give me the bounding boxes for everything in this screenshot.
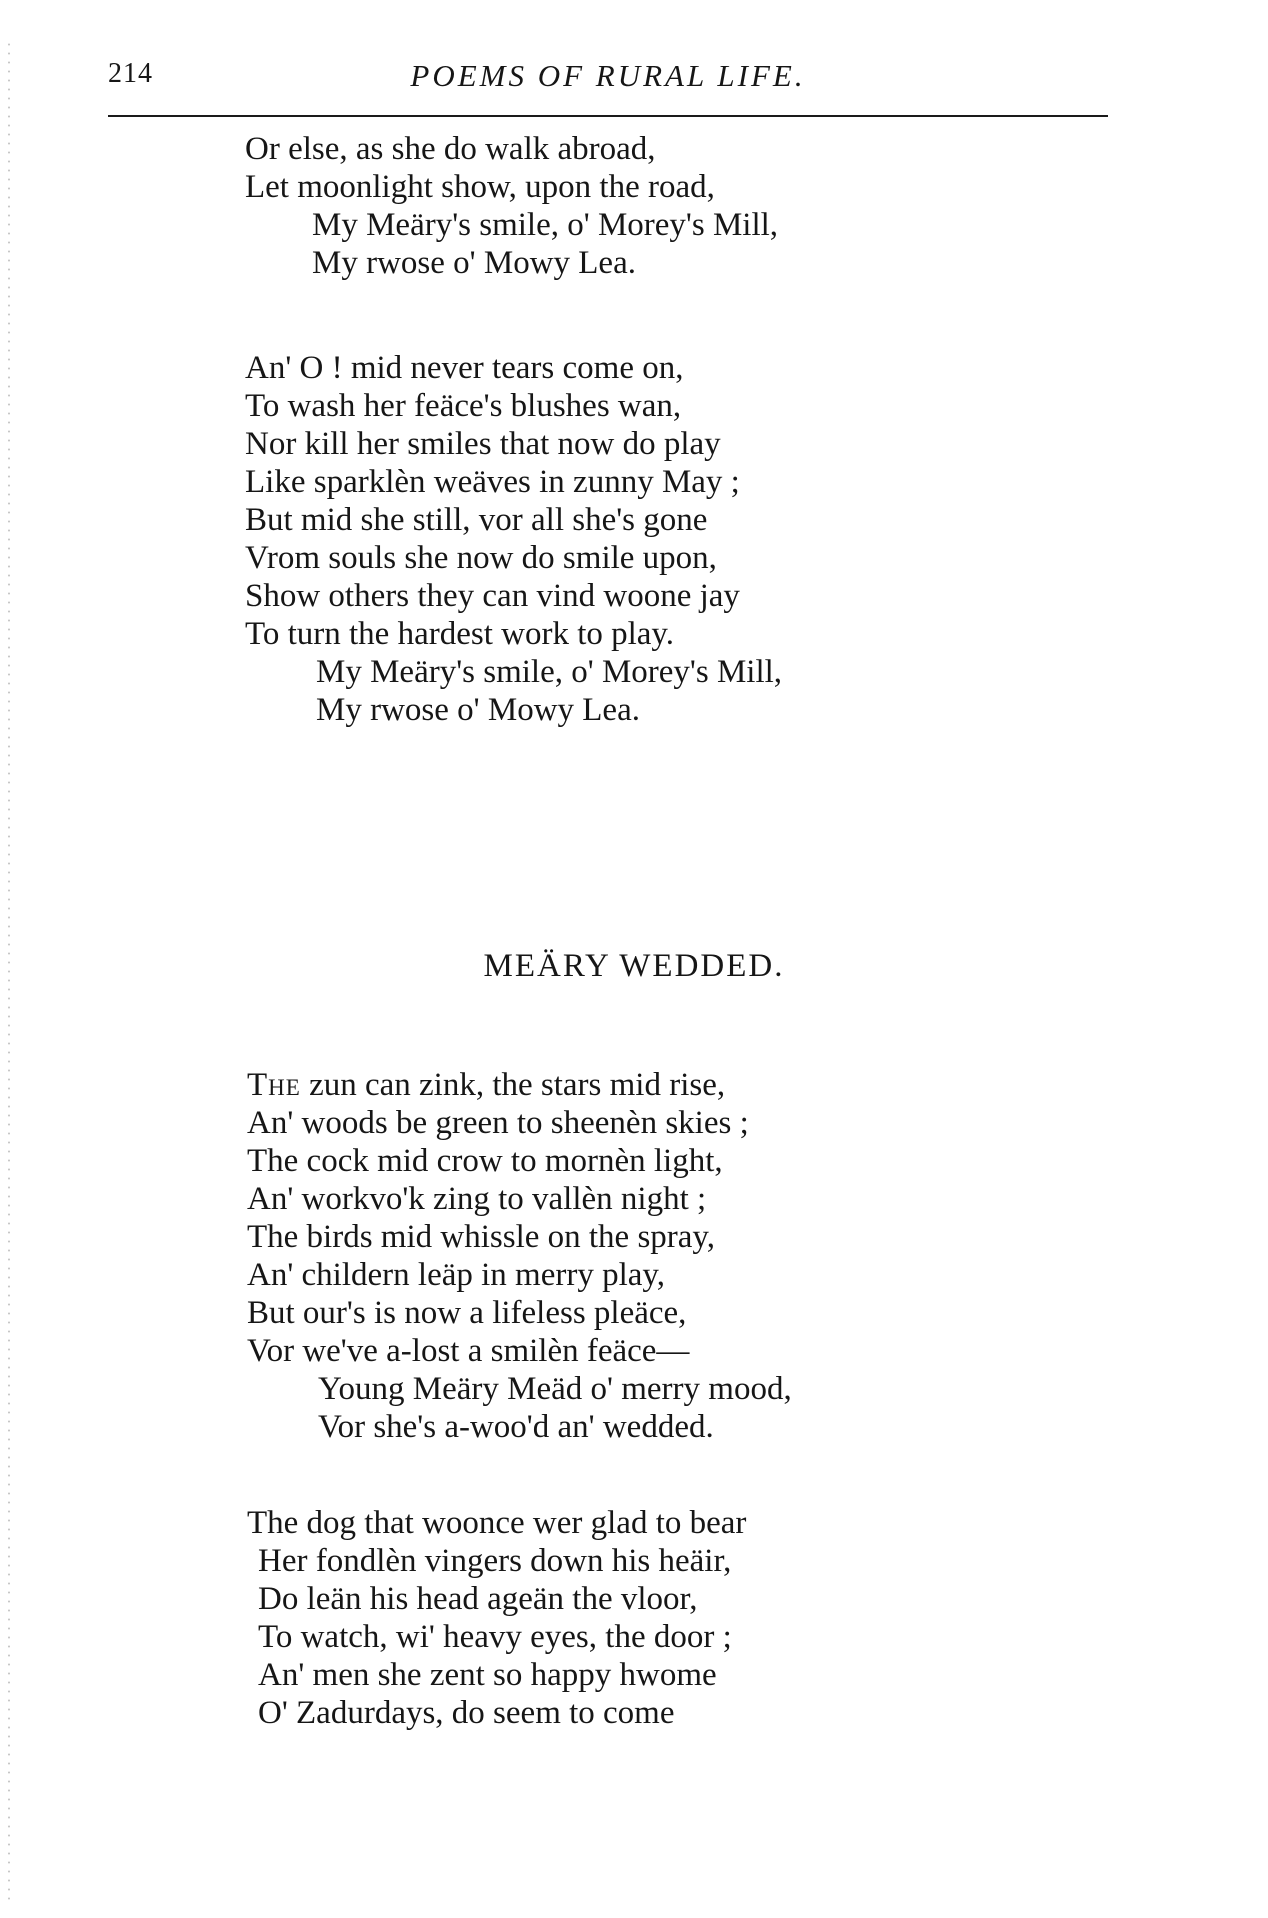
poem-first-line — [247, 1065, 725, 1105]
opening-word: The — [247, 1067, 301, 1103]
poem-title: MEÄRY WEDDED. — [483, 948, 785, 984]
poem-refrain-line: My rwose o' Mowy Lea. — [312, 245, 636, 281]
poem-line: Show others they can vind woone jay — [245, 578, 740, 614]
poem-line: An' workvo'k zing to vallèn night ; — [247, 1181, 707, 1217]
poem-refrain-line: Vor she's a-woo'd an' wedded. — [318, 1409, 714, 1445]
poem-line: Do leän his head ageän the vloor, — [258, 1581, 698, 1617]
poem-line: Let moonlight show, upon the road, — [245, 169, 715, 205]
poem-line: Like sparklèn weäves in zunny May ; — [245, 464, 740, 500]
poem-refrain-line: My Meäry's smile, o' Morey's Mill, — [316, 654, 783, 690]
page-number: 214 — [108, 58, 153, 89]
poem-line: The cock mid crow to mornèn light, — [247, 1143, 723, 1179]
running-title: POEMS OF RURAL LIFE. — [410, 58, 806, 93]
poem-refrain-line: Young Meäry Meäd o' merry mood, — [318, 1371, 792, 1407]
first-line-text: zun can zink, the stars mid rise, — [300, 1067, 726, 1103]
poem-line: To watch, wi' heavy eyes, the door ; — [258, 1619, 732, 1655]
poem-line: An' woods be green to sheenèn skies ; — [247, 1105, 749, 1141]
header-rule — [108, 115, 1108, 117]
poem-line: Or else, as she do walk abroad, — [245, 131, 656, 167]
poem-refrain-line: My Meäry's smile, o' Morey's Mill, — [312, 207, 779, 243]
poem-line: Her fondlèn vingers down his heäir, — [258, 1543, 732, 1579]
poem-line: An' O ! mid never tears come on, — [245, 350, 684, 386]
poem-line: But our's is now a lifeless pleäce, — [247, 1295, 687, 1331]
poem-line: Vor we've a-lost a smilèn feäce— — [247, 1333, 690, 1369]
poem-line: An' men she zent so happy hwome — [258, 1657, 717, 1693]
poem-line: The birds mid whissle on the spray, — [247, 1219, 716, 1255]
page-header — [108, 58, 1108, 98]
poem-line: Vrom souls she now do smile upon, — [245, 540, 717, 576]
poem-line: Nor kill her smiles that now do play — [245, 426, 721, 462]
poem-line: O' Zadurdays, do seem to come — [258, 1695, 675, 1731]
poem-line: To wash her feäce's blushes wan, — [245, 388, 682, 424]
poem-line: To turn the hardest work to play. — [245, 616, 675, 652]
poem-refrain-line: My rwose o' Mowy Lea. — [316, 692, 640, 728]
poem-line: The dog that woonce wer glad to bear — [247, 1505, 747, 1541]
poem-line: An' childern leäp in merry play, — [247, 1257, 665, 1293]
poem-line: But mid she still, vor all she's gone — [245, 502, 708, 538]
